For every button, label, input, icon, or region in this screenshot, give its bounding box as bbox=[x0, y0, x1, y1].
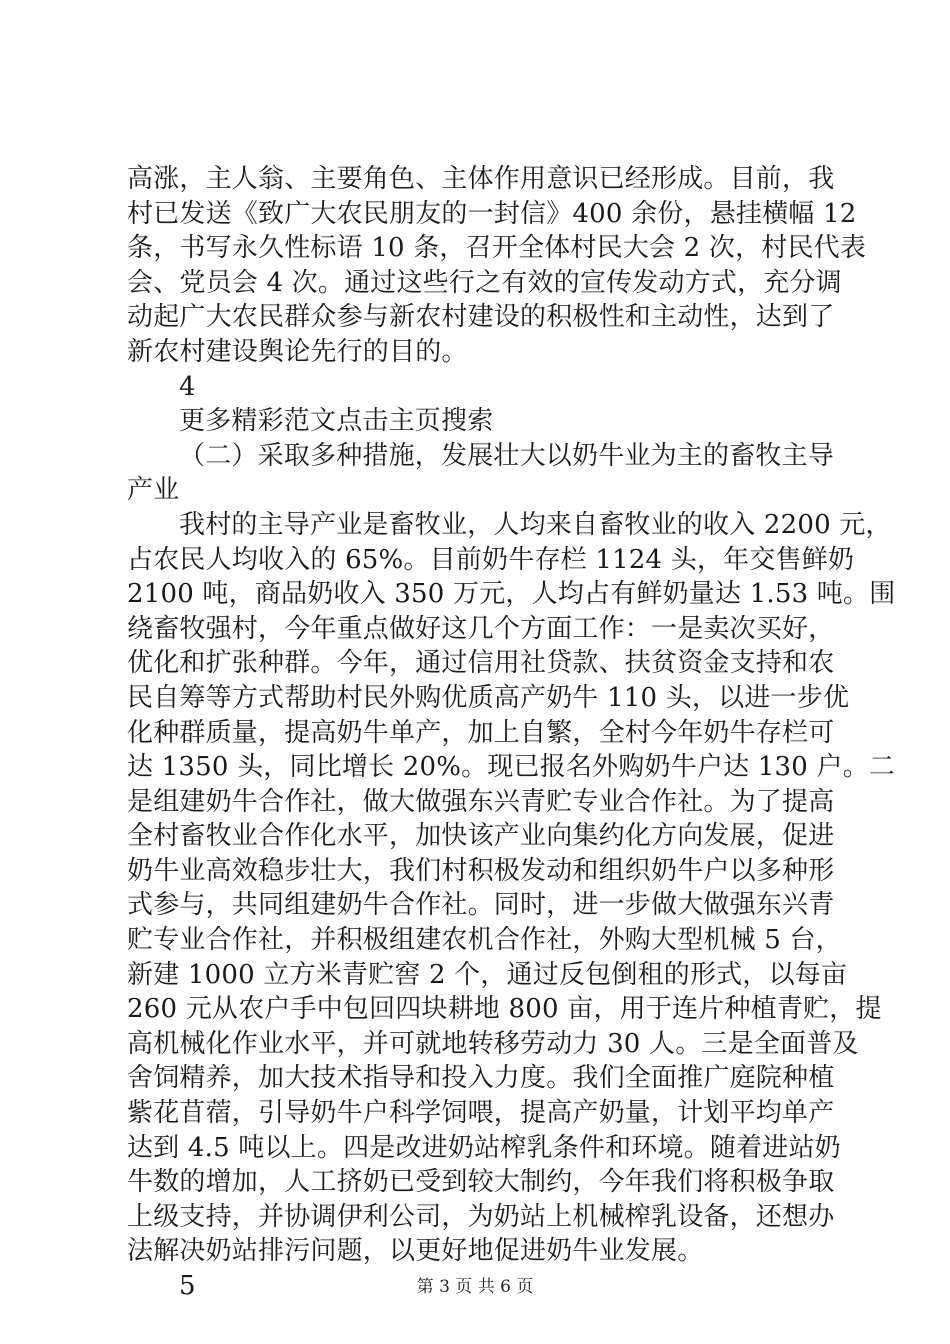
text-line: 条，书写永久性标语 10 条，召开全体村民大会 2 次，村民代表 bbox=[127, 233, 867, 264]
text-line: 贮专业合作社，并积极组建农机合作社，外购大型机械 5 台， bbox=[127, 925, 842, 956]
promo-note: 更多精彩范文点击主页搜索 bbox=[179, 406, 494, 437]
text-line: 是组建奶牛合作社，做大做强东兴青贮专业合作社。为了提高 bbox=[127, 786, 835, 817]
text-line: 民自筹等方式帮助村民外购优质高产奶牛 110 头，以进一步优 bbox=[127, 682, 850, 713]
text-line: 优化和扩张种群。今年，通过信用社贷款、扶贫资金支持和农 bbox=[127, 648, 835, 679]
text-line: 占农民人均收入的 65%。目前奶牛存栏 1124 头，年交售鲜奶 bbox=[127, 544, 855, 575]
text-line: 法解决奶站排污问题，以更好地促进奶牛业发展。 bbox=[127, 1236, 704, 1267]
text-line: 达 1350 头，同比增长 20%。现已报名外购奶牛户达 130 户。二 bbox=[127, 752, 896, 783]
text-line: 舍饲精养，加大技术指导和投入力度。我们全面推广庭院种植 bbox=[127, 1063, 835, 1094]
text-line: 2100 吨，商品奶收入 350 万元，人均占有鲜奶量达 1.53 吨。围 bbox=[127, 579, 896, 610]
page-footer: 第 3 页 共 6 页 bbox=[416, 1277, 534, 1297]
text-line: 式参与，共同组建奶牛合作社。同时，进一步做大做强东兴青 bbox=[127, 890, 835, 921]
text-line: 新建 1000 立方米青贮窖 2 个，通过反包倒租的形式，以每亩 bbox=[127, 959, 848, 990]
text-line: 全村畜牧业合作化水平，加快该产业向集约化方向发展，促进 bbox=[127, 821, 835, 852]
text-line: 牛数的增加，人工挤奶已受到较大制约，今年我们将积极争取 bbox=[127, 1167, 835, 1198]
text-line: 我村的主导产业是畜牧业，人均来自畜牧业的收入 2200 元， bbox=[179, 509, 892, 540]
text-line: 高涨，主人翁、主要角色、主体作用意识已经形成。目前，我 bbox=[127, 164, 835, 194]
text-line: 紫花苜蓿，引导奶牛户科学饲喂，提高产奶量，计划平均单产 bbox=[127, 1098, 835, 1129]
section-heading: （二）采取多种措施，发展壮大以奶牛业为主的畜牧主导 bbox=[179, 440, 835, 471]
text-line: 新农村建设舆论先行的目的。 bbox=[127, 336, 468, 367]
text-line: 绕畜牧强村，今年重点做好这几个方面工作：一是卖次买好， bbox=[127, 613, 835, 644]
text-line: 化种群质量，提高奶牛单产，加上自繁，全村今年奶牛存栏可 bbox=[127, 717, 835, 748]
text-line: 260 元从农户手中包回四块耕地 800 亩，用于连片种植青贮，提 bbox=[127, 994, 882, 1025]
text-line: 高机械化作业水平，并可就地转移劳动力 30 人。三是全面普及 bbox=[127, 1028, 859, 1059]
inline-page-number: 4 bbox=[179, 371, 196, 402]
text-line: 达到 4.5 吨以上。四是改进奶站榨乳条件和环境。随着进站奶 bbox=[127, 1132, 841, 1163]
text-line: 上级支持，并协调伊利公司，为奶站上机械榨乳设备，还想办 bbox=[127, 1201, 835, 1232]
document-body bbox=[127, 162, 896, 1304]
inline-page-number: 5 bbox=[179, 1271, 196, 1301]
section-heading-continued: 产业 bbox=[127, 475, 180, 506]
text-line: 动起广大农民群众参与新农村建设的积极性和主动性，达到了 bbox=[127, 302, 835, 333]
text-line: 村已发送《致广大农民朋友的一封信》400 余份，悬挂横幅 12 bbox=[127, 198, 857, 229]
text-line: 奶牛业高效稳步壮大，我们村积极发动和组织奶牛户以多种形 bbox=[127, 855, 835, 886]
text-line: 会、党员会 4 次。通过这些行之有效的宣传发动方式，充分调 bbox=[127, 267, 842, 298]
